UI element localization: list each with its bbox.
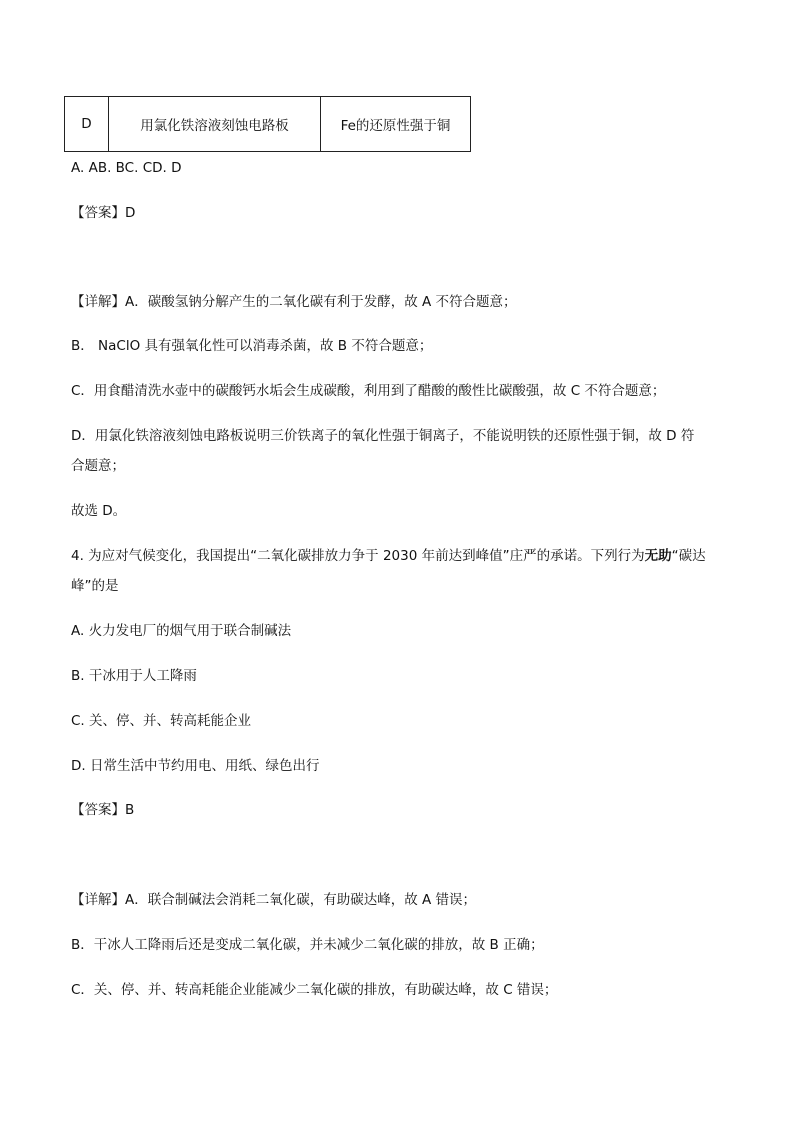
q3-detail-c: C．用食醋清洗水壶中的碳酸钙水垢会生成碳酸，利用到了醋酸的酸性比碳酸强，故 C 不符合题意； [71, 383, 666, 399]
q4-stem-line2: 峰”的是 [71, 578, 119, 594]
q4-stem-part1: 4. 为应对气候变化，我国提出“二氧化碳排放力争于 2030 年前达到峰值”庄严的承诺。下列行为 [71, 548, 645, 564]
q4-stem-line1 [71, 546, 706, 566]
q4-detail-c: C．关、停、并、转高耗能企业能减少二氧化碳的排放，有助碳达峰，故 C 错误； [71, 982, 558, 998]
q3-detail-d-line2: 合题意； [71, 458, 125, 474]
q4-option-b: B. 干冰用于人工降雨 [71, 668, 197, 684]
q4-option-a: A. 火力发电厂的烟气用于联合制碱法 [71, 623, 292, 639]
q3-detail-a: 【详解】A．碳酸氢钠分解产生的二氧化碳有利于发酵，故 A 不符合题意； [71, 294, 517, 310]
q4-option-c: C. 关、停、并、转高耗能企业 [71, 713, 252, 729]
q3-options-line: A. AB. BC. CD. D [71, 160, 182, 176]
q4-detail-a: 【详解】A．联合制碱法会消耗二氧化碳，有助碳达峰，故 A 错误； [71, 892, 477, 908]
q3-conclusion: 故选 D。 [71, 503, 127, 519]
q4-option-d: D. 日常生活中节约用电、用纸、绿色出行 [71, 758, 320, 774]
q4-stem-bold: 无助 [644, 548, 672, 564]
reason-cell: Fe的还原性强于铜 [321, 97, 471, 152]
q4-answer: 【答案】B [71, 802, 135, 818]
q3-detail-b: B． NaClO 具有强氧化性可以消毒杀菌，故 B 不符合题意； [71, 338, 433, 354]
option-table [64, 96, 471, 152]
q3-answer: 【答案】D [71, 205, 136, 221]
table-row [65, 97, 471, 152]
operation-cell: 用氯化铁溶液刻蚀电路板 [109, 97, 321, 152]
option-label-cell: D [65, 97, 109, 152]
q4-detail-b: B．干冰人工降雨后还是变成二氧化碳，并未减少二氧化碳的排放，故 B 正确； [71, 937, 544, 953]
q3-detail-d-line1: D．用氯化铁溶液刻蚀电路板说明三价铁离子的氧化性强于铜离子，不能说明铁的还原性强于铜，故 D 符 [71, 428, 695, 444]
q4-stem-part2: “碳达 [671, 548, 706, 564]
